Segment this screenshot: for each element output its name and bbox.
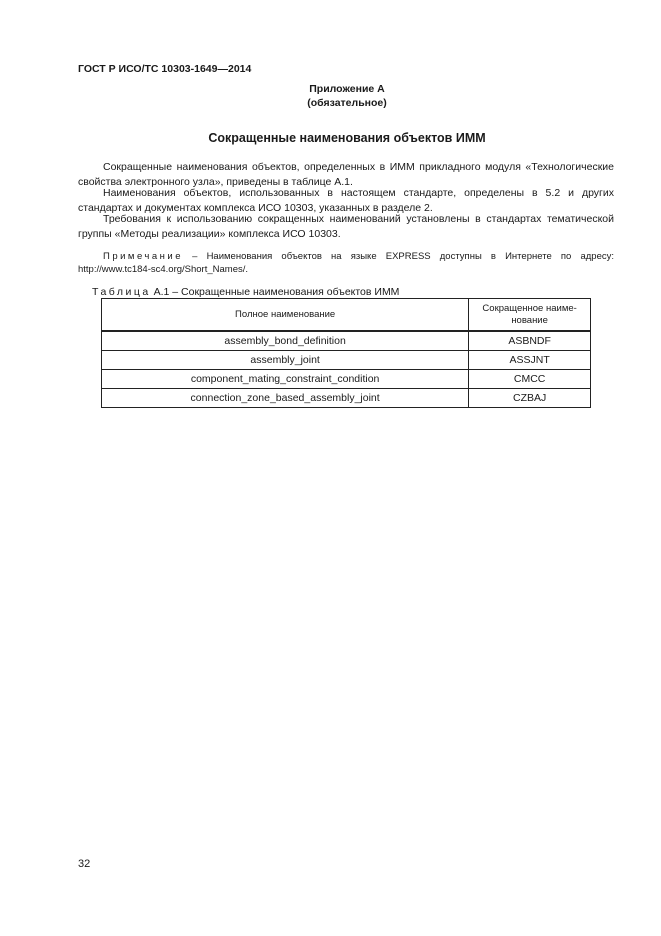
paragraph-2: Наименования объектов, использованных в настоящем стандарте, определены в 5.2 и других стандартах и документах комплекса ИСО 10303, указанных в разделе 2. <box>78 187 614 214</box>
column-header-short-name: Сокращенное наиме- нование <box>469 299 591 332</box>
table-row <box>102 331 591 351</box>
table-caption-text: А.1 – Сокращенные наименования объектов ИММ <box>150 286 400 298</box>
cell-full-name: assembly_joint <box>102 351 469 370</box>
note <box>78 250 614 276</box>
annex-title: Приложение А <box>309 83 385 95</box>
annex-status: (обязательное) <box>307 97 387 109</box>
table-row <box>102 389 591 408</box>
cell-full-name: assembly_bond_definition <box>102 331 469 351</box>
standard-header: ГОСТ Р ИСО/ТС 10303-1649—2014 <box>78 63 252 75</box>
page-number: 32 <box>78 858 91 870</box>
table-caption-label: Таблица <box>92 286 151 298</box>
cell-short-name: CZBAJ <box>469 389 591 408</box>
paragraph-3: Требования к использованию сокращенных наименований установлены в стандартах тематической группы «Методы реализации» комплекса ИСО 10303. <box>78 213 614 240</box>
cell-full-name: component_mating_constraint_condition <box>102 370 469 389</box>
table-row <box>102 370 591 389</box>
note-text: – Наименования объектов на языке EXPRESS доступны в Интернете по адресу: http://www.tc184-sc4.org/Short_Names/. <box>78 251 614 275</box>
paragraph-1: Сокращенные наименования объектов, определенных в ИММ прикладного модуля «Технологические свойства электронного узла», приведены в таблице А.1. <box>78 161 614 188</box>
cell-short-name: ASSJNT <box>469 351 591 370</box>
table-row <box>102 351 591 370</box>
note-label: Примечание <box>103 251 183 262</box>
cell-full-name: connection_zone_based_assembly_joint <box>102 389 469 408</box>
abbreviations-table <box>101 298 591 408</box>
section-title: Сокращенные наименования объектов ИММ <box>208 131 486 145</box>
cell-short-name: CMCC <box>469 370 591 389</box>
cell-short-name: ASBNDF <box>469 331 591 351</box>
table-caption <box>92 286 399 298</box>
table-header-row <box>102 299 591 332</box>
column-header-full-name: Полное наименование <box>102 299 469 332</box>
